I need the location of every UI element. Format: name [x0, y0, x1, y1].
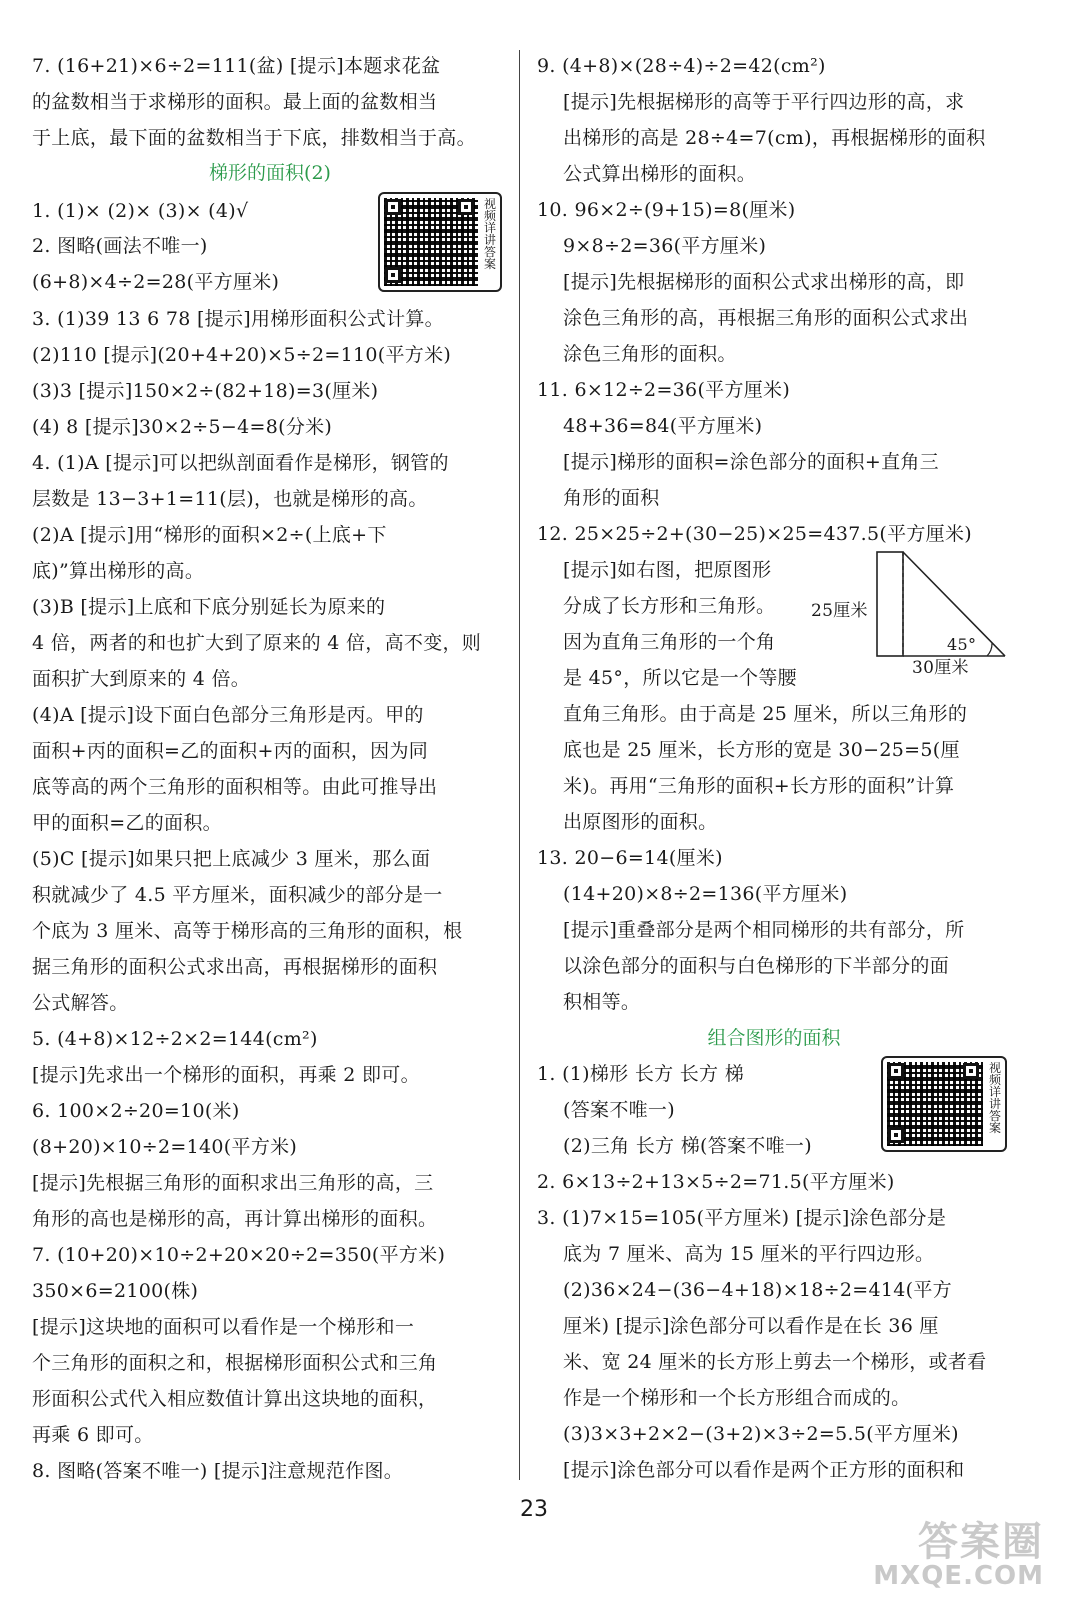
- answer-line: 公式算出梯形的面积。: [563, 163, 757, 185]
- answer-line: (6+8)×4÷2=28(平方厘米): [32, 271, 280, 293]
- answer-line: 再乘 6 即可。: [32, 1424, 154, 1446]
- answer-line: 350×6=2100(株): [32, 1280, 199, 1302]
- answer-line: (2)110 [提示](20+4+20)×5÷2=110(平方米): [32, 344, 452, 366]
- answer-line: (4) 8 [提示]30×2÷5−4=8(分米): [32, 416, 333, 438]
- page-number: 23: [520, 1497, 548, 1522]
- answer-line: [提示]先求出一个梯形的面积，再乘 2 即可。: [32, 1064, 420, 1086]
- qr-caption: 视频详讲答案: [483, 197, 496, 271]
- answer-line: 甲的面积=乙的面积。: [32, 812, 222, 834]
- answer-line: 因为直角三角形的一个角: [563, 631, 776, 653]
- answer-line: 米、宽 24 厘米的长方形上剪去一个梯形，或者看: [563, 1351, 987, 1373]
- answer-line: 12. 25×25÷2+(30−25)×25=437.5(平方厘米): [537, 523, 972, 545]
- answer-line: 6. 100×2÷20=10(米): [32, 1100, 240, 1122]
- answer-line: 5. (4+8)×12÷2×2=144(cm²): [32, 1028, 318, 1050]
- answer-line: 角形的面积: [563, 487, 660, 509]
- answer-line: (答案不唯一): [563, 1099, 675, 1121]
- answer-line: 面积+丙的面积=乙的面积+丙的面积，因为同: [32, 740, 429, 762]
- answer-line: (3)B [提示]上底和下底分别延长为原来的: [32, 596, 386, 618]
- answer-line: 1. (1)梯形 长方 长方 梯: [537, 1063, 744, 1085]
- answer-line: 4. (1)A [提示]可以把纵剖面看作是梯形，钢管的: [32, 452, 449, 474]
- answer-line: 9. (4+8)×(28÷4)÷2=42(cm²): [537, 55, 826, 77]
- answer-line: 11. 6×12÷2=36(平方厘米): [537, 379, 791, 401]
- answer-line: 2. 图略(画法不唯一): [32, 235, 208, 257]
- answer-line: 3. (1)39 13 6 78 [提示]用梯形面积公式计算。: [32, 308, 444, 330]
- answer-line: 7. (10+20)×10÷2+20×20÷2=350(平方米): [32, 1244, 446, 1266]
- qr-code-icon[interactable]: [881, 1056, 1007, 1152]
- answer-line: 分成了长方形和三角形。: [563, 595, 776, 617]
- answer-line: 9×8÷2=36(平方厘米): [563, 235, 767, 257]
- answer-line: [提示]梯形的面积=涂色部分的面积+直角三: [563, 451, 939, 473]
- answer-line: 以涂色部分的面积与白色梯形的下半部分的面: [563, 955, 950, 977]
- answer-line: 底)”算出梯形的高。: [32, 560, 205, 582]
- answer-line: 1. (1)× (2)× (3)× (4)√: [32, 200, 249, 222]
- answer-line: (3)3 [提示]150×2÷(82+18)=3(厘米): [32, 380, 379, 402]
- answer-line: 7. (16+21)×6÷2=111(盆) [提示]本题求花盆: [32, 55, 441, 77]
- answer-line: 10. 96×2÷(9+15)=8(厘米): [537, 199, 796, 221]
- answer-line: (2)36×24−(36−4+18)×18÷2=414(平方: [563, 1279, 952, 1301]
- angle-arc: [987, 643, 992, 656]
- answer-line: [提示]先根据梯形的面积公式求出梯形的高，即: [563, 271, 965, 293]
- answer-line: (5)C [提示]如果只把上底减少 3 厘米，那么面: [32, 848, 431, 870]
- answer-line: 底等高的两个三角形的面积相等。由此可推导出: [32, 776, 438, 798]
- answer-line: [提示]涂色部分可以看作是两个正方形的面积和: [563, 1459, 965, 1481]
- answer-line: 出原图形的面积。: [563, 811, 718, 833]
- qr-caption: 视频详讲答案: [988, 1061, 1001, 1135]
- watermark-logo-text: 答案圈: [918, 1519, 1044, 1565]
- answer-line: 积相等。: [563, 991, 641, 1013]
- answer-line: 据三角形的面积公式求出高，再根据梯形的面积: [32, 956, 438, 978]
- answer-line: 涂色三角形的高，再根据三角形的面积公式求出: [563, 307, 969, 329]
- watermark: [873, 1519, 1044, 1591]
- answer-line: 公式解答。: [32, 992, 129, 1014]
- answer-line: (2)三角 长方 梯(答案不唯一): [563, 1135, 812, 1157]
- figure-rectangle: [877, 552, 903, 656]
- answer-line: [提示]先根据梯形的高等于平行四边形的高，求: [563, 91, 965, 113]
- answer-line: (2)A [提示]用“梯形的面积×2÷(上底+下: [32, 524, 387, 546]
- section-heading: 组合图形的面积: [707, 1027, 841, 1049]
- answer-line: (3)3×3+2×2−(3+2)×3÷2=5.5(平方厘米): [563, 1423, 959, 1445]
- answer-line: (4)A [提示]设下面白色部分三角形是丙。甲的: [32, 704, 424, 726]
- watermark-url: MXQE.COM: [873, 1561, 1044, 1591]
- answer-line: [提示]重叠部分是两个相同梯形的共有部分，所: [563, 919, 965, 941]
- answer-line: 个底为 3 厘米、高等于梯形高的三角形的面积，根: [32, 920, 463, 942]
- answer-line: 角形的高也是梯形的高，再计算出梯形的面积。: [32, 1208, 438, 1230]
- answer-line: 2. 6×13÷2+13×5÷2=71.5(平方厘米): [537, 1171, 895, 1193]
- answer-line: 13. 20−6=14(厘米): [537, 847, 723, 869]
- answer-line: 出梯形的高是 28÷4=7(cm)，再根据梯形的面积: [563, 127, 986, 149]
- column-divider: [519, 50, 520, 1480]
- answer-line: 于上底，最下面的盆数相当于下底，排数相当于高。: [32, 127, 476, 149]
- answer-line: 作是一个梯形和一个长方形组合而成的。: [563, 1387, 911, 1409]
- answer-line: 的盆数相当于求梯形的面积。最上面的盆数相当: [32, 91, 438, 113]
- answer-line: 48+36=84(平方厘米): [563, 415, 763, 437]
- answer-line: 8. 图略(答案不唯一) [提示]注意规范作图。: [32, 1460, 404, 1482]
- answer-line: 积就减少了 4.5 平方厘米，面积减少的部分是一: [32, 884, 443, 906]
- answer-line: [提示]这块地的面积可以看作是一个梯形和一: [32, 1316, 415, 1338]
- answer-line: 个三角形的面积之和，根据梯形面积公式和三角: [32, 1352, 438, 1374]
- answer-line: 底为 7 厘米、高为 15 厘米的平行四边形。: [563, 1243, 935, 1265]
- answer-line: 直角三角形。由于高是 25 厘米，所以三角形的: [563, 703, 968, 725]
- answer-line: 厘米) [提示]涂色部分可以看作是在长 36 厘: [563, 1315, 939, 1337]
- answer-line: 面积扩大到原来的 4 倍。: [32, 668, 251, 690]
- figure-angle-label: 45°: [947, 635, 977, 654]
- answer-line: 底也是 25 厘米，长方形的宽是 30−25=5(厘: [563, 739, 960, 761]
- answer-line: 涂色三角形的面积。: [563, 343, 737, 365]
- answer-line: [提示]如右图，把原图形: [563, 559, 772, 581]
- answer-line: [提示]先根据三角形的面积求出三角形的高，三: [32, 1172, 434, 1194]
- figure-height-label: 25厘米: [811, 601, 868, 621]
- qr-code-icon[interactable]: [378, 192, 502, 292]
- figure-base-label: 30厘米: [912, 658, 969, 678]
- answer-line: 层数是 13−3+1=11(层)，也就是梯形的高。: [32, 488, 428, 510]
- answer-line: 4 倍，两者的和也扩大到了原来的 4 倍，高不变，则: [32, 632, 482, 654]
- section-heading: 梯形的面积(2): [209, 162, 331, 184]
- answer-line: 3. (1)7×15=105(平方厘米) [提示]涂色部分是: [537, 1207, 947, 1229]
- answer-line: 米)。再用“三角形的面积+长方形的面积”计算: [563, 775, 955, 797]
- answer-line: 是 45°，所以它是一个等腰: [563, 667, 797, 689]
- answer-line: 形面积公式代入相应数值计算出这块地的面积，: [32, 1388, 438, 1410]
- answer-line: (14+20)×8÷2=136(平方厘米): [563, 883, 848, 905]
- answer-line: (8+20)×10÷2=140(平方米): [32, 1136, 298, 1158]
